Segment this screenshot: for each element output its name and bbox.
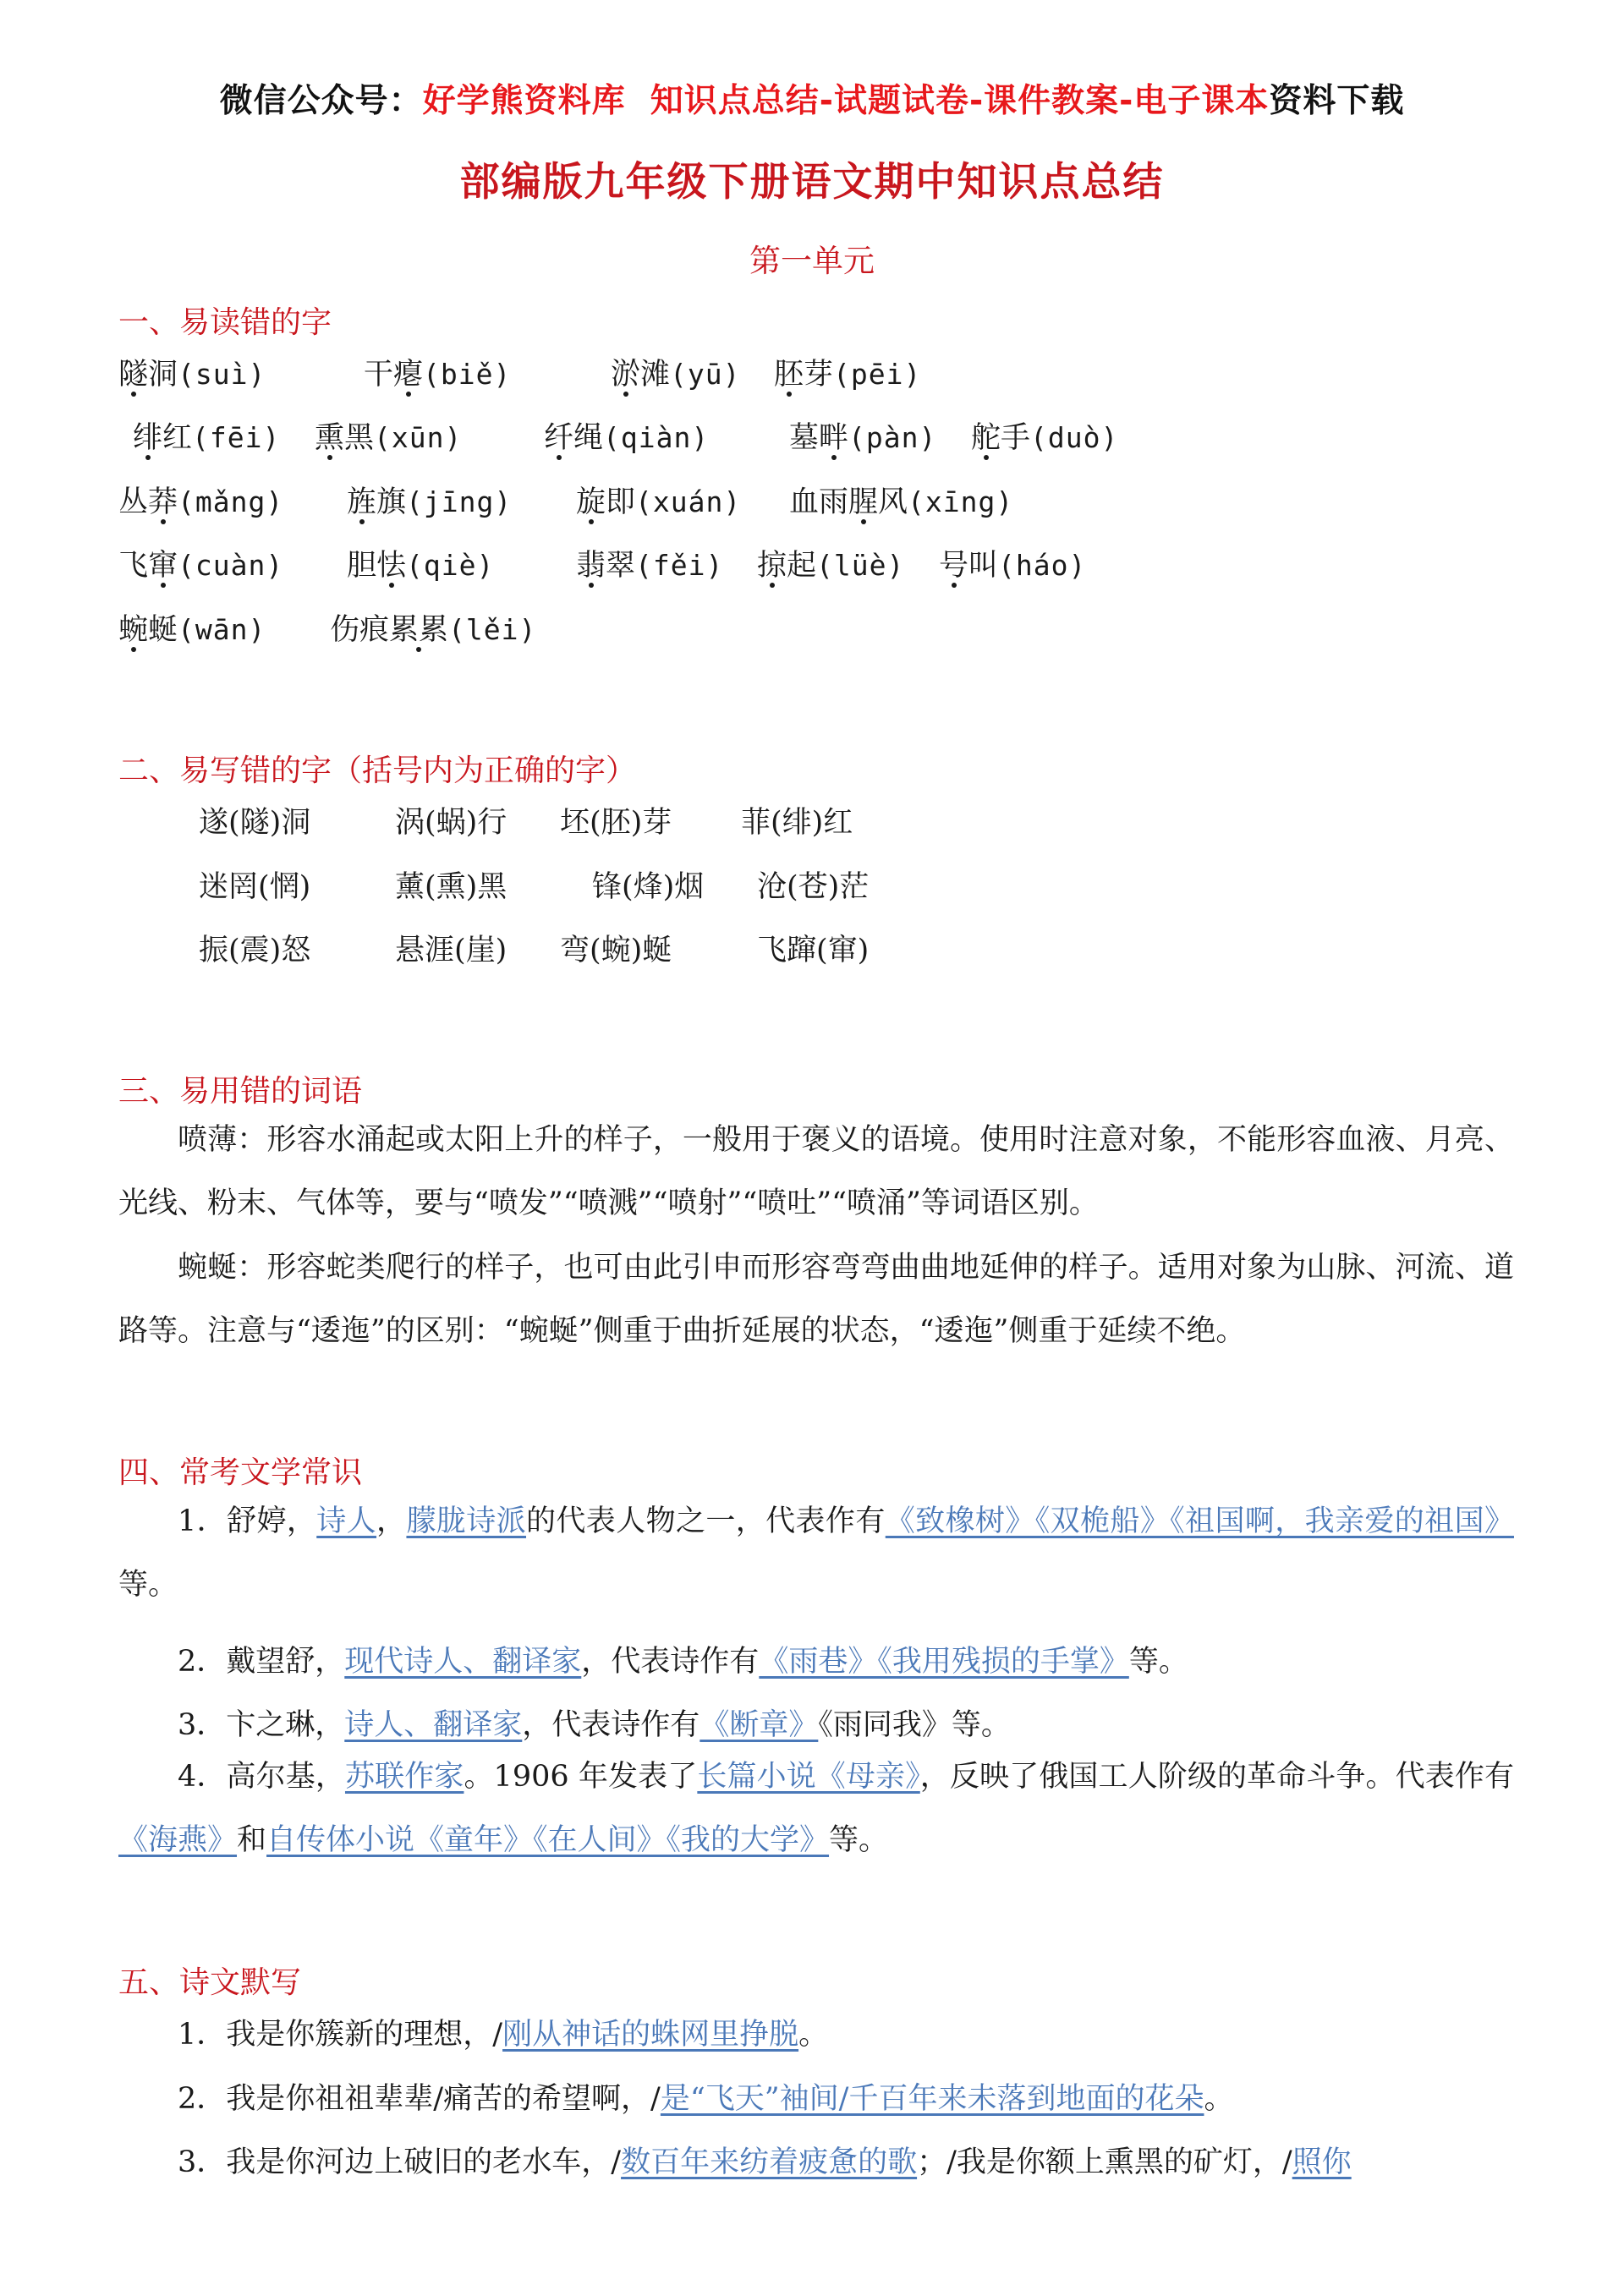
pinyin-item: 掠起(lüè) — [757, 549, 905, 583]
pinyin-item: 飞窜(cuàn) — [118, 549, 284, 583]
correction-item: 遂(隧)洞 — [199, 806, 311, 840]
pinyin-item: 旋即(xuán) — [576, 485, 742, 519]
section-4-heading: 四、常考文学常识 — [118, 1455, 363, 1490]
correction-item: 弯(蜿)蜒 — [560, 934, 672, 967]
pinyin-item: 干瘪(biě) — [364, 358, 512, 392]
pinyin-item: 墓畔(pàn) — [789, 421, 937, 455]
section-3-heading: 三、易用错的词语 — [118, 1074, 363, 1109]
banner-items: 知识点总结-试题试卷-课件教案-电子课本 — [650, 82, 1270, 120]
pinyin-item: 丛莽(mǎng) — [118, 485, 284, 519]
banner-account: 好学熊资料库 — [422, 82, 626, 120]
pinyin-item: 胚芽(pēi) — [774, 358, 922, 392]
pinyin-item: 隧洞(suì) — [118, 358, 266, 392]
word-usage-paragraph-1: 喷薄：形容水涌起或太阳上升的样子，一般用于褒义的语境。使用时注意对象，不能形容血液、月亮、光线、粉末、气体等，要与“喷发”“喷溅”“喷射”“喷吐”“喷涌”等词语区别。 — [118, 1123, 1514, 1220]
pinyin-item: 血雨腥风(xīng) — [789, 485, 1014, 519]
poem-line-3: 3．我是你河边上破旧的老水车，/数百年来纺着疲惫的歌；/我是你额上熏黑的矿灯，/照你 — [178, 2145, 1352, 2179]
document-title: 部编版九年级下册语文期中知识点总结 — [459, 159, 1165, 205]
correction-item: 振(震)怒 — [199, 934, 311, 967]
pinyin-item: 号叫(háo) — [939, 549, 1087, 583]
section-2-heading: 二、易写错的字（括号内为正确的字） — [118, 753, 637, 788]
correction-item: 涡(蜗)行 — [395, 806, 508, 840]
literature-item-2: 2．戴望舒，现代诗人、翻译家，代表诗作有《雨巷》《我用残损的手掌》等。 — [178, 1645, 1188, 1679]
banner-prefix: 微信公众号： — [219, 82, 423, 120]
pinyin-item: 淤滩(yū) — [611, 358, 741, 392]
correction-item: 薰(熏)黑 — [395, 870, 508, 904]
pinyin-item: 纤绳(qiàn) — [544, 421, 710, 455]
correction-item: 沧(苍)茫 — [757, 870, 870, 904]
literature-item-3: 3．卞之琳，诗人、翻译家，代表诗作有《断章》《雨同我》等。 — [178, 1708, 1011, 1742]
section-5-heading: 五、诗文默写 — [118, 1965, 302, 2000]
pinyin-item: 胆怯(qiè) — [347, 549, 495, 583]
correction-item: 迷罔(惘) — [199, 870, 311, 904]
word-usage-paragraph-2: 蜿蜒：形容蛇类爬行的样子，也可由此引申而形容弯弯曲曲地延伸的样子。适用对象为山脉、河流、道路等。注意与“逶迤”的区别：“蜿蜒”侧重于曲折延展的状态，“逶迤”侧重于延续不绝。 — [118, 1251, 1514, 1348]
correction-item: 锋(烽)烟 — [592, 870, 705, 904]
pinyin-item: 熏黑(xūn) — [315, 421, 463, 455]
section-1-heading: 一、易读错的字 — [118, 305, 332, 340]
literature-item-1: 1．舒婷，诗人，朦胧诗派的代表人物之一，代表作有《致橡树》《双桅船》《祖国啊，我亲爱的祖国》等。 — [118, 1504, 1514, 1602]
correction-item: 坯(胚)芽 — [560, 806, 672, 840]
correction-item: 悬涯(崖) — [395, 934, 508, 967]
poem-line-1: 1．我是你簇新的理想，/刚从神话的蛛网里挣脱。 — [178, 2018, 829, 2052]
correction-item: 菲(绯)红 — [741, 806, 853, 840]
pinyin-item: 伤痕累累(lěi) — [330, 613, 537, 647]
correction-item: 飞蹿(窜) — [757, 934, 870, 967]
pinyin-item: 舵手(duò) — [971, 421, 1119, 455]
pinyin-item: 绯红(fēi) — [133, 421, 281, 455]
promo-banner — [0, 74, 1624, 122]
unit-heading: 第一单元 — [749, 243, 875, 279]
literature-item-4: 4．高尔基，苏联作家。1906 年发表了长篇小说《母亲》，反映了俄国工人阶级的革命斗争。代表作有《海燕》和自传体小说《童年》《在人间》《我的大学》等。 — [118, 1760, 1514, 1857]
pinyin-item: 蜿蜒(wān) — [118, 613, 266, 647]
poem-line-2: 2．我是你祖祖辈辈/痛苦的希望啊，/是“飞天”袖间/千百年来未落到地面的花朵。 — [178, 2082, 1234, 2116]
pinyin-item: 翡翠(fěi) — [576, 549, 724, 583]
pinyin-item: 旌旗(jīng) — [347, 485, 513, 519]
banner-suffix: 资料下载 — [1269, 82, 1405, 120]
